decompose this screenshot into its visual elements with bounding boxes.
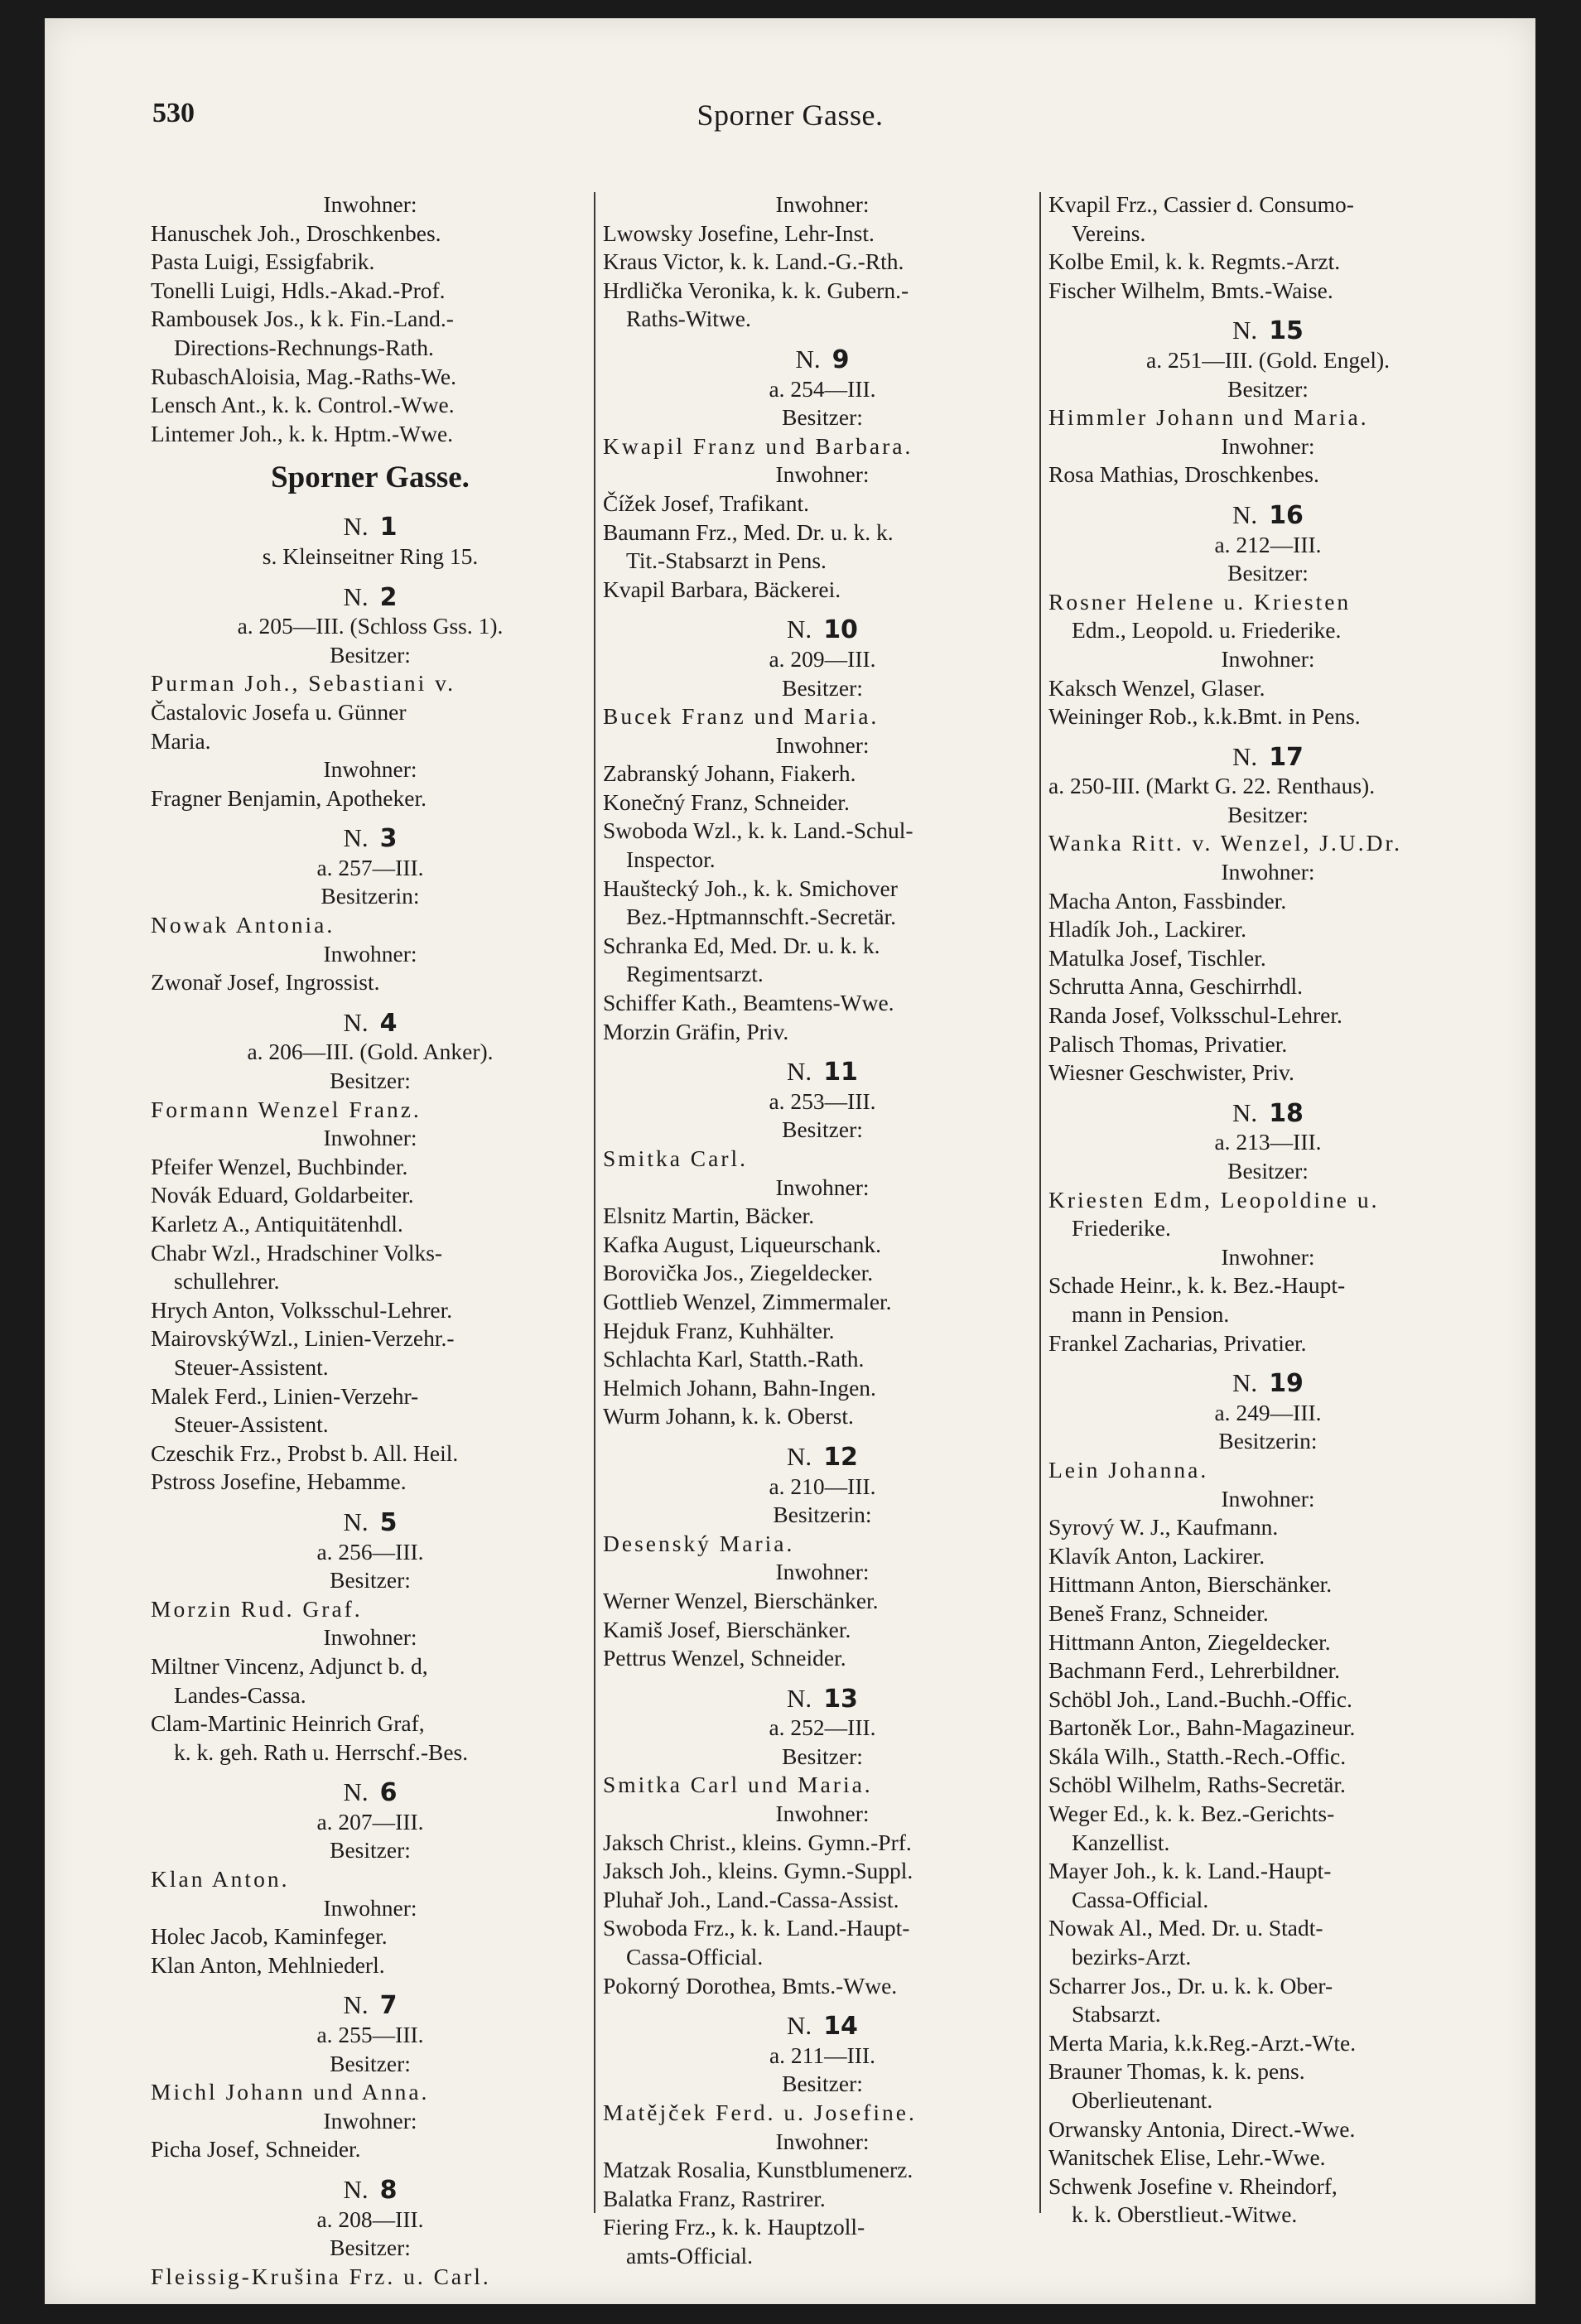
- resident-entry: a. 250-III. (Markt G. 22. Renthaus).: [1048, 773, 1376, 799]
- house-number-prefix: N.: [343, 2176, 369, 2204]
- resident-entry: Častalovic Josefa u. Günner: [151, 698, 407, 725]
- house-number-value: 19: [1269, 1369, 1304, 1399]
- section-label: Besitzer:: [782, 2071, 863, 2097]
- section-label: Inwohner:: [775, 191, 870, 217]
- resident-entry: Hrych Anton, Volksschul-Lehrer.: [151, 1296, 453, 1323]
- resident-entry: Balatka Franz, Rastrirer.: [603, 2185, 826, 2211]
- owner-entry: Desenský Maria.: [603, 1530, 795, 1556]
- house-number: [151, 2176, 590, 2206]
- section-label: a. 206—III. (Gold. Anker).: [247, 1039, 494, 1065]
- resident-entry: Baumann Frz., Med. Dr. u. k. k.: [603, 518, 894, 545]
- resident-entry: Kaksch Wenzel, Glaser.: [1048, 674, 1265, 701]
- resident-entry: Macha Anton, Fassbinder.: [1048, 887, 1287, 914]
- section-label: Inwohner:: [323, 191, 417, 217]
- resident-entry: Hladík Joh., Lackirer.: [1048, 916, 1247, 943]
- entry-continuation: k. k. Oberstlieut.-Witwe.: [1072, 2201, 1298, 2228]
- resident-entry: Scharrer Jos., Dr. u. k. k. Ober-: [1048, 1972, 1333, 1999]
- entry-continuation: Tit.-Stabsarzt in Pens.: [626, 547, 827, 574]
- section-label: Besitzer:: [330, 2235, 411, 2261]
- house-number-prefix: N.: [343, 1507, 369, 1536]
- house-number-prefix: N.: [343, 513, 369, 542]
- street-heading: Sporner Gasse.: [271, 460, 470, 495]
- column-3: [1048, 190, 1487, 2230]
- house-number-value: 4: [379, 1008, 398, 1038]
- house-number-value: 8: [379, 2176, 398, 2205]
- section-label: Inwohner:: [775, 2128, 870, 2154]
- house-number-prefix: N.: [795, 345, 821, 374]
- section-label: Besitzer:: [330, 2050, 411, 2076]
- resident-entry: Morzin Gräfin, Priv.: [603, 1018, 789, 1044]
- house-number-value: 7: [379, 1991, 398, 2021]
- house-number: [151, 1508, 590, 1538]
- owner-entry: Morzin Rud. Graf.: [151, 1595, 363, 1622]
- resident-entry: Nowak Al., Med. Dr. u. Stadt-: [1048, 1915, 1323, 1941]
- section-label: Inwohner:: [1221, 645, 1315, 672]
- resident-entry: Čížek Josef, Trafikant.: [603, 489, 810, 516]
- resident-entry: Hittmann Anton, Bierschänker.: [1048, 1571, 1333, 1598]
- resident-entry: Czeschik Frz., Probst b. All. Heil.: [151, 1439, 459, 1466]
- house-number-value: 2: [379, 582, 398, 612]
- resident-entry: Miltner Vincenz, Adjunct b. d,: [151, 1652, 428, 1679]
- owner-entry: Purman Joh., Sebastiani v.: [151, 670, 456, 697]
- house-number-value: 6: [379, 1778, 398, 1808]
- house-number-value: 13: [823, 1684, 858, 1714]
- section-label: Inwohner:: [323, 1894, 417, 1921]
- resident-entry: Helmich Johann, Bahn-Ingen.: [603, 1374, 876, 1401]
- house-number: [1048, 743, 1487, 773]
- resident-entry: Zwonař Josef, Ingrossist.: [151, 969, 380, 996]
- section-label: Besitzer:: [782, 1743, 863, 1769]
- section-label: Inwohner:: [1221, 859, 1315, 885]
- page-number: 530: [152, 98, 195, 128]
- section-label: Inwohner:: [775, 1559, 870, 1585]
- section-label: Besitzer:: [1227, 560, 1309, 586]
- house-number: [151, 1991, 590, 2021]
- resident-entry: Schlachta Karl, Statth.-Rath.: [603, 1346, 865, 1372]
- owner-entry: Lein Johanna.: [1048, 1456, 1209, 1483]
- house-number-value: 3: [379, 824, 398, 854]
- resident-entry: Rosa Mathias, Droschkenbes.: [1048, 461, 1319, 488]
- section-label: Inwohner:: [775, 1174, 870, 1200]
- owner-entry: Formann Wenzel Franz.: [151, 1096, 422, 1122]
- owner-entry: Nowak Antonia.: [151, 912, 335, 938]
- resident-entry: Schöbl Wilhelm, Raths-Secretär.: [1048, 1772, 1346, 1798]
- section-label: Inwohner:: [1221, 432, 1315, 459]
- section-label: Besitzer:: [1227, 1158, 1309, 1184]
- resident-entry: Schranka Ed, Med. Dr. u. k. k.: [603, 932, 880, 958]
- section-label: a. 254—III.: [769, 375, 876, 402]
- owner-entry: Matějček Ferd. u. Josefine.: [603, 2100, 917, 2125]
- house-number-prefix: N.: [343, 1778, 369, 1807]
- resident-entry: Jaksch Christ., kleins. Gymn.-Prf.: [603, 1829, 912, 1855]
- section-label: Inwohner:: [775, 1801, 870, 1827]
- house-number-prefix: N.: [787, 1442, 812, 1471]
- entry-continuation: Steuer-Assistent.: [174, 1353, 329, 1380]
- house-number-prefix: N.: [343, 1008, 369, 1037]
- owner-entry: Kriesten Edm, Leopoldine u.: [1048, 1186, 1380, 1213]
- section-label: Besitzer:: [330, 641, 411, 668]
- resident-entry: Palisch Thomas, Privatier.: [1048, 1030, 1288, 1057]
- resident-entry: Matulka Josef, Tischler.: [1048, 944, 1266, 971]
- section-label: a. 256—III.: [316, 1538, 424, 1565]
- resident-entry: Kafka August, Liqueurschank.: [603, 1231, 882, 1257]
- house-number: [1048, 1099, 1487, 1129]
- resident-entry: Skála Wilh., Statth.-Rech.-Offic.: [1048, 1743, 1347, 1769]
- resident-entry: Pasta Luigi, Essigfabrik.: [151, 248, 375, 275]
- resident-entry: Wanitschek Elise, Lehr.-Wwe.: [1048, 2144, 1326, 2171]
- house-number: [603, 1058, 1042, 1087]
- house-number: [603, 345, 1042, 375]
- entry-continuation: Friederike.: [1072, 1215, 1171, 1242]
- resident-entry: Pfeifer Wenzel, Buchbinder.: [151, 1153, 408, 1179]
- resident-entry: Rambousek Jos., k k. Fin.-Land.-: [151, 306, 454, 332]
- section-label: Besitzer:: [782, 674, 863, 701]
- entry-continuation: bezirks-Arzt.: [1072, 1944, 1192, 1970]
- section-label: a. 253—III.: [769, 1087, 876, 1114]
- owner-entry: Fleissig-Krušina Frz. u. Carl.: [151, 2263, 491, 2289]
- house-number-value: 18: [1269, 1098, 1304, 1128]
- section-label: a. 208—III.: [316, 2206, 424, 2232]
- owner-entry: Smitka Carl und Maria.: [603, 1772, 873, 1798]
- resident-entry: Merta Maria, k.k.Reg.-Arzt.-Wte.: [1048, 2029, 1357, 2056]
- section-label: Besitzer:: [330, 1567, 411, 1594]
- section-label: a. 251—III. (Gold. Engel).: [1145, 346, 1390, 373]
- entry-continuation: Oberlieutenant.: [1072, 2087, 1213, 2113]
- entry-continuation: mann in Pension.: [1072, 1300, 1230, 1327]
- resident-entry: Swoboda Wzl., k. k. Land.-Schul-: [603, 817, 913, 844]
- entry-continuation: Landes-Cassa.: [174, 1681, 306, 1708]
- house-number: [151, 513, 590, 542]
- house-number-value: 5: [379, 1507, 398, 1537]
- house-number: [603, 1685, 1042, 1714]
- resident-entry: Frankel Zacharias, Privatier.: [1048, 1329, 1307, 1356]
- owner-entry: Bucek Franz und Maria.: [603, 703, 880, 730]
- house-number-prefix: N.: [787, 1058, 812, 1087]
- house-number: [151, 1009, 590, 1039]
- resident-entry: Jaksch Joh., kleins. Gymn.-Suppl.: [603, 1858, 913, 1884]
- section-label: a. 207—III.: [316, 1808, 424, 1835]
- resident-entry: Lintemer Joh., k. k. Hptm.-Wwe.: [151, 420, 454, 446]
- resident-entry: Karletz A., Antiquitätenhdl.: [151, 1211, 403, 1237]
- resident-entry: RubaschAloisia, Mag.-Raths-We.: [151, 363, 456, 389]
- entry-continuation: Edm., Leopold. u. Friederike.: [1072, 617, 1342, 644]
- section-label: a. 209—III.: [769, 645, 876, 672]
- house-number: [1048, 501, 1487, 531]
- section-label: s. Kleinseitner Ring 15.: [262, 542, 479, 569]
- column-divider: [594, 192, 595, 2213]
- house-number-prefix: N.: [343, 824, 369, 853]
- section-label: Besitzer:: [1227, 801, 1309, 827]
- owner-entry: Klan Anton.: [151, 1866, 290, 1892]
- owner-entry: Himmler Johann und Maria.: [1048, 404, 1369, 431]
- resident-entry: Fragner Benjamin, Apotheker.: [151, 784, 427, 811]
- owner-entry: Michl Johann und Anna.: [151, 2079, 430, 2105]
- resident-entry: Wiesner Geschwister, Priv.: [1048, 1059, 1294, 1086]
- section-label: a. 205—III. (Schloss Gss. 1).: [237, 613, 504, 639]
- resident-entry: Kvapil Barbara, Bäckerei.: [603, 576, 841, 602]
- section-label: a. 255—III.: [316, 2022, 424, 2048]
- house-number-value: 10: [823, 615, 858, 645]
- house-number: [1048, 1369, 1487, 1399]
- resident-entry: Bachmann Ferd., Lehrerbildner.: [1048, 1657, 1341, 1684]
- resident-entry: Gottlieb Wenzel, Zimmermaler.: [603, 1288, 892, 1314]
- directory-page: [45, 18, 1535, 2304]
- entry-continuation: k. k. geh. Rath u. Herrschf.-Bes.: [174, 1738, 469, 1765]
- resident-entry: Kvapil Frz., Cassier d. Consumo-: [1048, 191, 1354, 217]
- house-number-prefix: N.: [787, 2012, 812, 2041]
- house-number-value: 11: [823, 1058, 858, 1087]
- resident-entry: Borovička Jos., Ziegeldecker.: [603, 1260, 874, 1286]
- house-number: [1048, 316, 1487, 346]
- house-number-prefix: N.: [343, 1991, 369, 2020]
- entry-continuation: Steuer-Assistent.: [174, 1411, 329, 1438]
- section-label: a. 257—III.: [316, 854, 424, 880]
- resident-entry: Chabr Wzl., Hradschiner Volks-: [151, 1239, 443, 1266]
- entry-continuation: Bez.-Hptmannschft.-Secretär.: [626, 904, 897, 930]
- resident-entry: Schöbl Joh., Land.-Buchh.-Offic.: [1048, 1685, 1352, 1712]
- resident-entry: Kolbe Emil, k. k. Regmts.-Arzt.: [1048, 248, 1341, 275]
- resident-entry: Beneš Franz, Schneider.: [1048, 1599, 1269, 1626]
- resident-entry: Hanuschek Joh., Droschkenbes.: [151, 219, 441, 246]
- section-label: Inwohner:: [323, 756, 417, 783]
- section-label: Inwohner:: [775, 731, 870, 758]
- resident-entry: Mayer Joh., k. k. Land.-Haupt-: [1048, 1858, 1332, 1884]
- house-number-prefix: N.: [1232, 1098, 1258, 1127]
- resident-entry: Pokorný Dorothea, Bmts.-Wwe.: [603, 1972, 898, 1999]
- resident-entry: Matzak Rosalia, Kunstblumenerz.: [603, 2157, 913, 2183]
- resident-entry: Lwowsky Josefine, Lehr-Inst.: [603, 219, 875, 246]
- house-number-prefix: N.: [1232, 316, 1258, 345]
- house-number-value: 1: [379, 513, 398, 542]
- house-number-prefix: N.: [787, 1684, 812, 1713]
- section-label: Besitzer:: [782, 404, 863, 431]
- house-number-value: 12: [823, 1442, 858, 1472]
- section-label: Besitzerin:: [1218, 1428, 1318, 1454]
- resident-entry: Clam-Martinic Heinrich Graf,: [151, 1710, 425, 1737]
- resident-entry: Klan Anton, Mehlniederl.: [151, 1951, 385, 1978]
- entry-continuation: Cassa-Official.: [1072, 1886, 1209, 1912]
- resident-entry: Hauštecký Joh., k. k. Smichover: [603, 875, 898, 901]
- resident-entry: Schwenk Josefine v. Rheindorf,: [1048, 2172, 1338, 2199]
- resident-entry: Hejduk Franz, Kuhhälter.: [603, 1317, 835, 1343]
- house-number: [151, 1778, 590, 1808]
- column-1: [151, 190, 590, 2291]
- entry-continuation: Cassa-Official.: [626, 1944, 764, 1970]
- section-label: Besitzer:: [1227, 375, 1309, 402]
- house-number: [603, 1443, 1042, 1473]
- resident-entry: Elsnitz Martin, Bäcker.: [603, 1203, 815, 1229]
- column-2: [603, 190, 1042, 2271]
- section-label: a. 210—III.: [769, 1473, 876, 1499]
- section-label: Inwohner:: [1221, 1485, 1315, 1512]
- resident-entry: Randa Josef, Volksschul-Lehrer.: [1048, 1002, 1342, 1029]
- section-label: Inwohner:: [323, 2107, 417, 2134]
- resident-entry: Werner Wenzel, Bierschänker.: [603, 1587, 879, 1613]
- section-label: a. 252—III.: [769, 1714, 876, 1741]
- resident-entry: Klavík Anton, Lackirer.: [1048, 1542, 1265, 1569]
- resident-entry: Schiffer Kath., Beamtens-Wwe.: [603, 990, 894, 1016]
- resident-entry: Schrutta Anna, Geschirrhdl.: [1048, 973, 1304, 1000]
- resident-entry: Holec Jacob, Kaminfeger.: [151, 1923, 388, 1950]
- section-label: Inwohner:: [775, 461, 870, 488]
- house-number-value: 9: [831, 345, 850, 374]
- house-number: [151, 583, 590, 613]
- section-label: Besitzer:: [330, 1068, 411, 1094]
- resident-entry: Weininger Rob., k.k.Bmt. in Pens.: [1048, 703, 1361, 730]
- house-number-value: 15: [1269, 316, 1304, 346]
- house-number-prefix: N.: [787, 615, 812, 644]
- entry-continuation: amts-Official.: [626, 2242, 753, 2269]
- owner-entry: Kwapil Franz und Barbara.: [603, 432, 913, 459]
- house-number-prefix: N.: [1232, 500, 1258, 529]
- entry-continuation: schullehrer.: [174, 1268, 280, 1295]
- house-number: [603, 2012, 1042, 2042]
- owner-entry: Rosner Helene u. Kriesten: [1048, 588, 1352, 615]
- house-number-prefix: N.: [343, 582, 369, 611]
- section-label: a. 211—III.: [769, 2042, 876, 2068]
- owner-entry: Smitka Carl.: [603, 1145, 749, 1171]
- page-header: [45, 98, 1535, 139]
- resident-entry: Orwansky Antonia, Direct.-Wwe.: [1048, 2115, 1356, 2142]
- entry-continuation: Stabsarzt.: [1072, 2001, 1161, 2027]
- section-label: Besitzerin:: [321, 883, 420, 909]
- entry-continuation: Inspector.: [626, 846, 716, 873]
- resident-entry: Maria.: [151, 727, 211, 754]
- column-divider: [1039, 192, 1041, 2213]
- resident-entry: Pstross Josefine, Hebamme.: [151, 1468, 407, 1495]
- house-number-value: 16: [1269, 500, 1304, 530]
- section-label: a. 249—III.: [1214, 1399, 1322, 1425]
- resident-entry: Brauner Thomas, k. k. pens.: [1048, 2058, 1305, 2085]
- house-number-prefix: N.: [1232, 1369, 1258, 1398]
- house-number-prefix: N.: [1232, 742, 1258, 771]
- resident-entry: Weger Ed., k. k. Bez.-Gerichts-: [1048, 1801, 1335, 1827]
- resident-entry: Pluhař Joh., Land.-Cassa-Assist.: [603, 1886, 899, 1912]
- section-label: Besitzer:: [330, 1837, 411, 1864]
- house-number: [151, 824, 590, 854]
- resident-entry: Kamiš Josef, Bierschänker.: [603, 1616, 851, 1642]
- resident-entry: MairovskýWzl., Linien-Verzehr.-: [151, 1325, 455, 1352]
- section-label: a. 212—III.: [1214, 531, 1322, 557]
- resident-entry: Lensch Ant., k. k. Control.-Wwe.: [151, 392, 455, 418]
- resident-entry: Hrdlička Veronika, k. k. Gubern.-: [603, 277, 909, 303]
- resident-entry: Malek Ferd., Linien-Verzehr-: [151, 1382, 419, 1409]
- entry-continuation: Raths-Witwe.: [626, 306, 751, 332]
- resident-entry: Hittmann Anton, Ziegeldecker.: [1048, 1628, 1331, 1655]
- section-label: Inwohner:: [323, 1624, 417, 1651]
- resident-entry: Konečný Franz, Schneider.: [603, 788, 850, 815]
- section-label: Besitzer:: [782, 1116, 863, 1143]
- house-number-value: 14: [823, 2012, 858, 2042]
- house-number-value: 17: [1269, 742, 1304, 772]
- resident-entry: Fischer Wilhelm, Bmts.-Waise.: [1048, 277, 1333, 303]
- resident-entry: Syrový W. J., Kaufmann.: [1048, 1514, 1279, 1540]
- entry-continuation: Kanzellist.: [1072, 1829, 1170, 1855]
- section-label: Besitzerin:: [773, 1502, 872, 1528]
- resident-entry: Picha Josef, Schneider.: [151, 2136, 361, 2162]
- resident-entry: Fiering Frz., k. k. Hauptzoll-: [603, 2214, 865, 2240]
- entry-continuation: Regimentsarzt.: [626, 961, 764, 987]
- resident-entry: Kraus Victor, k. k. Land.-G.-Rth.: [603, 248, 904, 275]
- resident-entry: Novák Eduard, Goldarbeiter.: [151, 1182, 414, 1208]
- resident-entry: Wurm Johann, k. k. Oberst.: [603, 1403, 854, 1430]
- owner-entry: Wanka Ritt. v. Wenzel, J.U.Dr.: [1048, 830, 1402, 856]
- house-number: [603, 615, 1042, 645]
- section-label: Inwohner:: [323, 1125, 417, 1151]
- section-label: Inwohner:: [323, 940, 417, 967]
- resident-entry: Swoboda Frz., k. k. Land.-Haupt-: [603, 1915, 910, 1941]
- resident-entry: Zabranský Johann, Fiakerh.: [603, 760, 856, 787]
- resident-entry: Bartoněk Lor., Bahn-Magazineur.: [1048, 1714, 1356, 1741]
- page-title: Sporner Gasse.: [697, 99, 884, 132]
- entry-continuation: Directions-Rechnungs-Rath.: [174, 334, 434, 360]
- resident-entry: Pettrus Wenzel, Schneider.: [603, 1645, 846, 1671]
- section-label: a. 213—III.: [1214, 1129, 1322, 1155]
- resident-entry: Tonelli Luigi, Hdls.-Akad.-Prof.: [151, 277, 446, 303]
- section-label: Inwohner:: [1221, 1243, 1315, 1270]
- entry-continuation: Vereins.: [1072, 219, 1146, 246]
- resident-entry: Schade Heinr., k. k. Bez.-Haupt-: [1048, 1272, 1346, 1299]
